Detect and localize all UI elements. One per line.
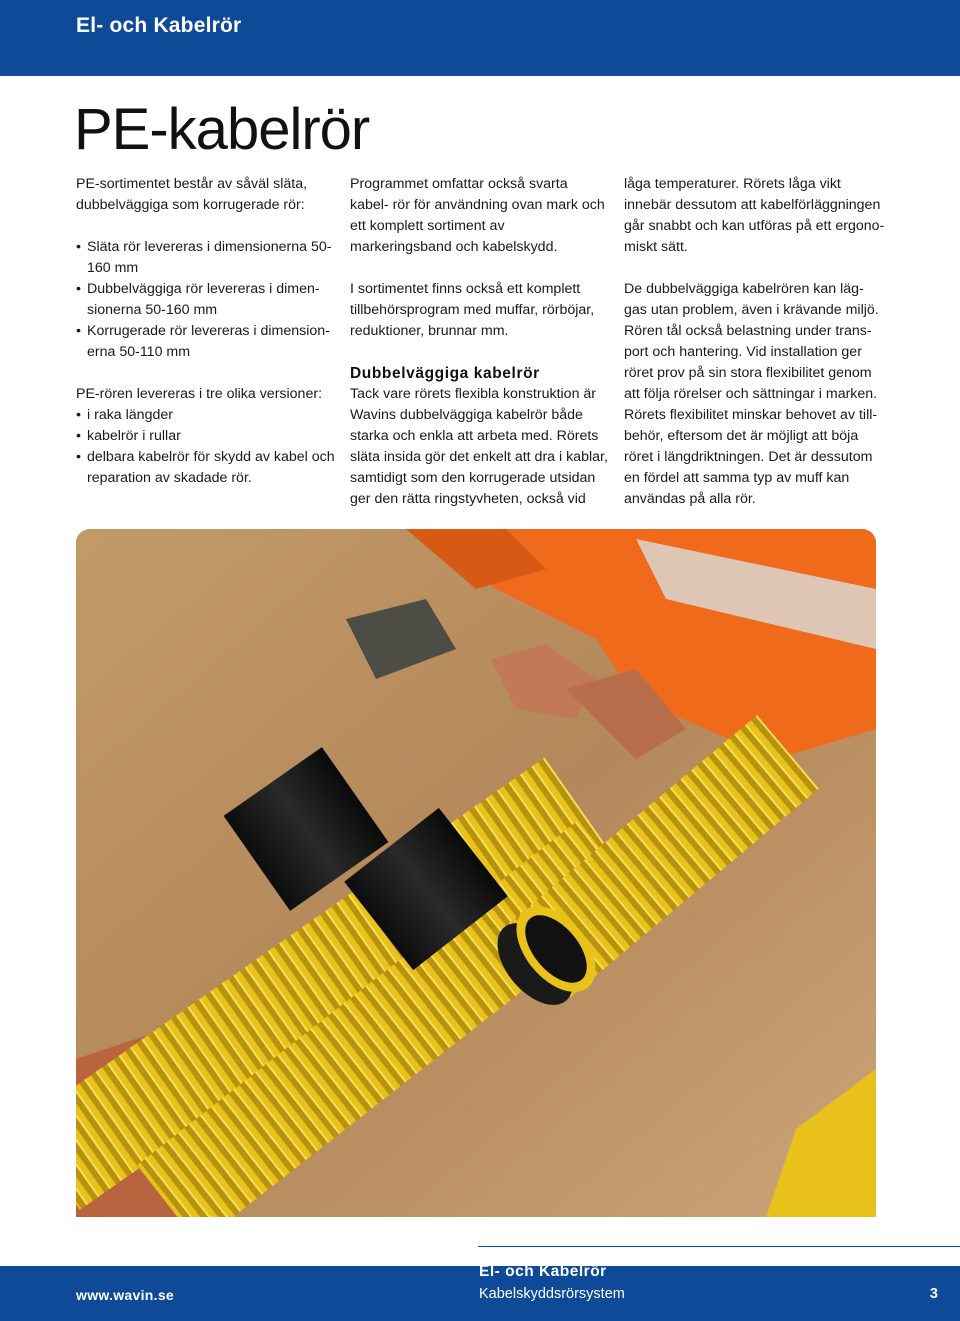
versions-intro: PE-rören levereras i tre olika versioner:	[76, 386, 323, 402]
program-paragraph: Programmet omfattar också svarta kabel- rör för användning ovan mark och ett komplett sortiment av markeringsband och kabelskydd.	[350, 176, 605, 255]
text-column-1	[76, 174, 338, 510]
text-column-2	[350, 174, 608, 531]
intro-paragraph: PE-sortimentet består av såväl släta, dubbelväggiga som korrugerade rör:	[76, 176, 308, 213]
footer-divider	[478, 1246, 960, 1247]
page-title: PE-kabelrör	[74, 97, 370, 162]
section-heading: Dubbelväggiga kabelrör	[350, 365, 540, 382]
dimensions-list	[76, 237, 338, 363]
accessories-paragraph: I sortimentet finns också ett komplett tillbehörsprogram med muffar, rörböjar, reduktioner, brunnar mm.	[350, 281, 595, 339]
pipe-installation-photo	[76, 529, 876, 1217]
website-link[interactable]: www.wavin.se	[76, 1287, 175, 1303]
list-item: • kabelrör i rullar	[76, 426, 338, 447]
footer-subtitle: Kabelskyddsrörsystem	[479, 1286, 625, 1302]
list-item: • delbara kabelrör för skydd av kabel och reparation av skadade rör.	[76, 447, 338, 489]
top-banner	[0, 0, 960, 76]
weight-paragraph: låga temperaturer. Rörets låga vikt innebär dessutom att kabelförläggningen går snabbt och kan utföras på ett ergono- miskt sätt.	[624, 176, 885, 255]
list-item: • Dubbelväggiga rör levereras i dimen- sionerna 50-160 mm	[76, 279, 338, 321]
page-number: 3	[929, 1286, 938, 1302]
list-item: • Släta rör levereras i dimensionerna 50-160 mm	[76, 237, 338, 279]
footer-title: El- och Kabelrör	[479, 1263, 607, 1280]
versions-list	[76, 405, 338, 489]
flexibility-paragraph: De dubbelväggiga kabelrören kan läg- gas utan problem, även i krävande miljö. Rören tål också belastning under trans- port och hantering. Vid installation ger röret prov på sin stora flexibilitet genom att följa rörelser och sättningar i marken. Rörets flexibilitet minskar behovet av till- behör, eftersom det är möjligt att böja röret i längdriktningen. Det är dessutom en fördel att samma typ av muff kan användas på alla rör.	[624, 281, 879, 507]
text-column-3	[624, 174, 886, 531]
list-item: • i raka längder	[76, 405, 338, 426]
list-item: • Korrugerade rör levereras i dimension- erna 50-110 mm	[76, 321, 338, 363]
banner-title: El- och Kabelrör	[76, 14, 242, 37]
double-wall-paragraph: Tack vare rörets flexibla konstruktion är Wavins dubbelväggiga kabelrör både starka och enkla att arbeta med. Rörets släta insida gör det enkelt att dra i kablar, samtidigt som den korrugerade utsidan ger den rätta ringstyvheten, också vid	[350, 386, 608, 507]
